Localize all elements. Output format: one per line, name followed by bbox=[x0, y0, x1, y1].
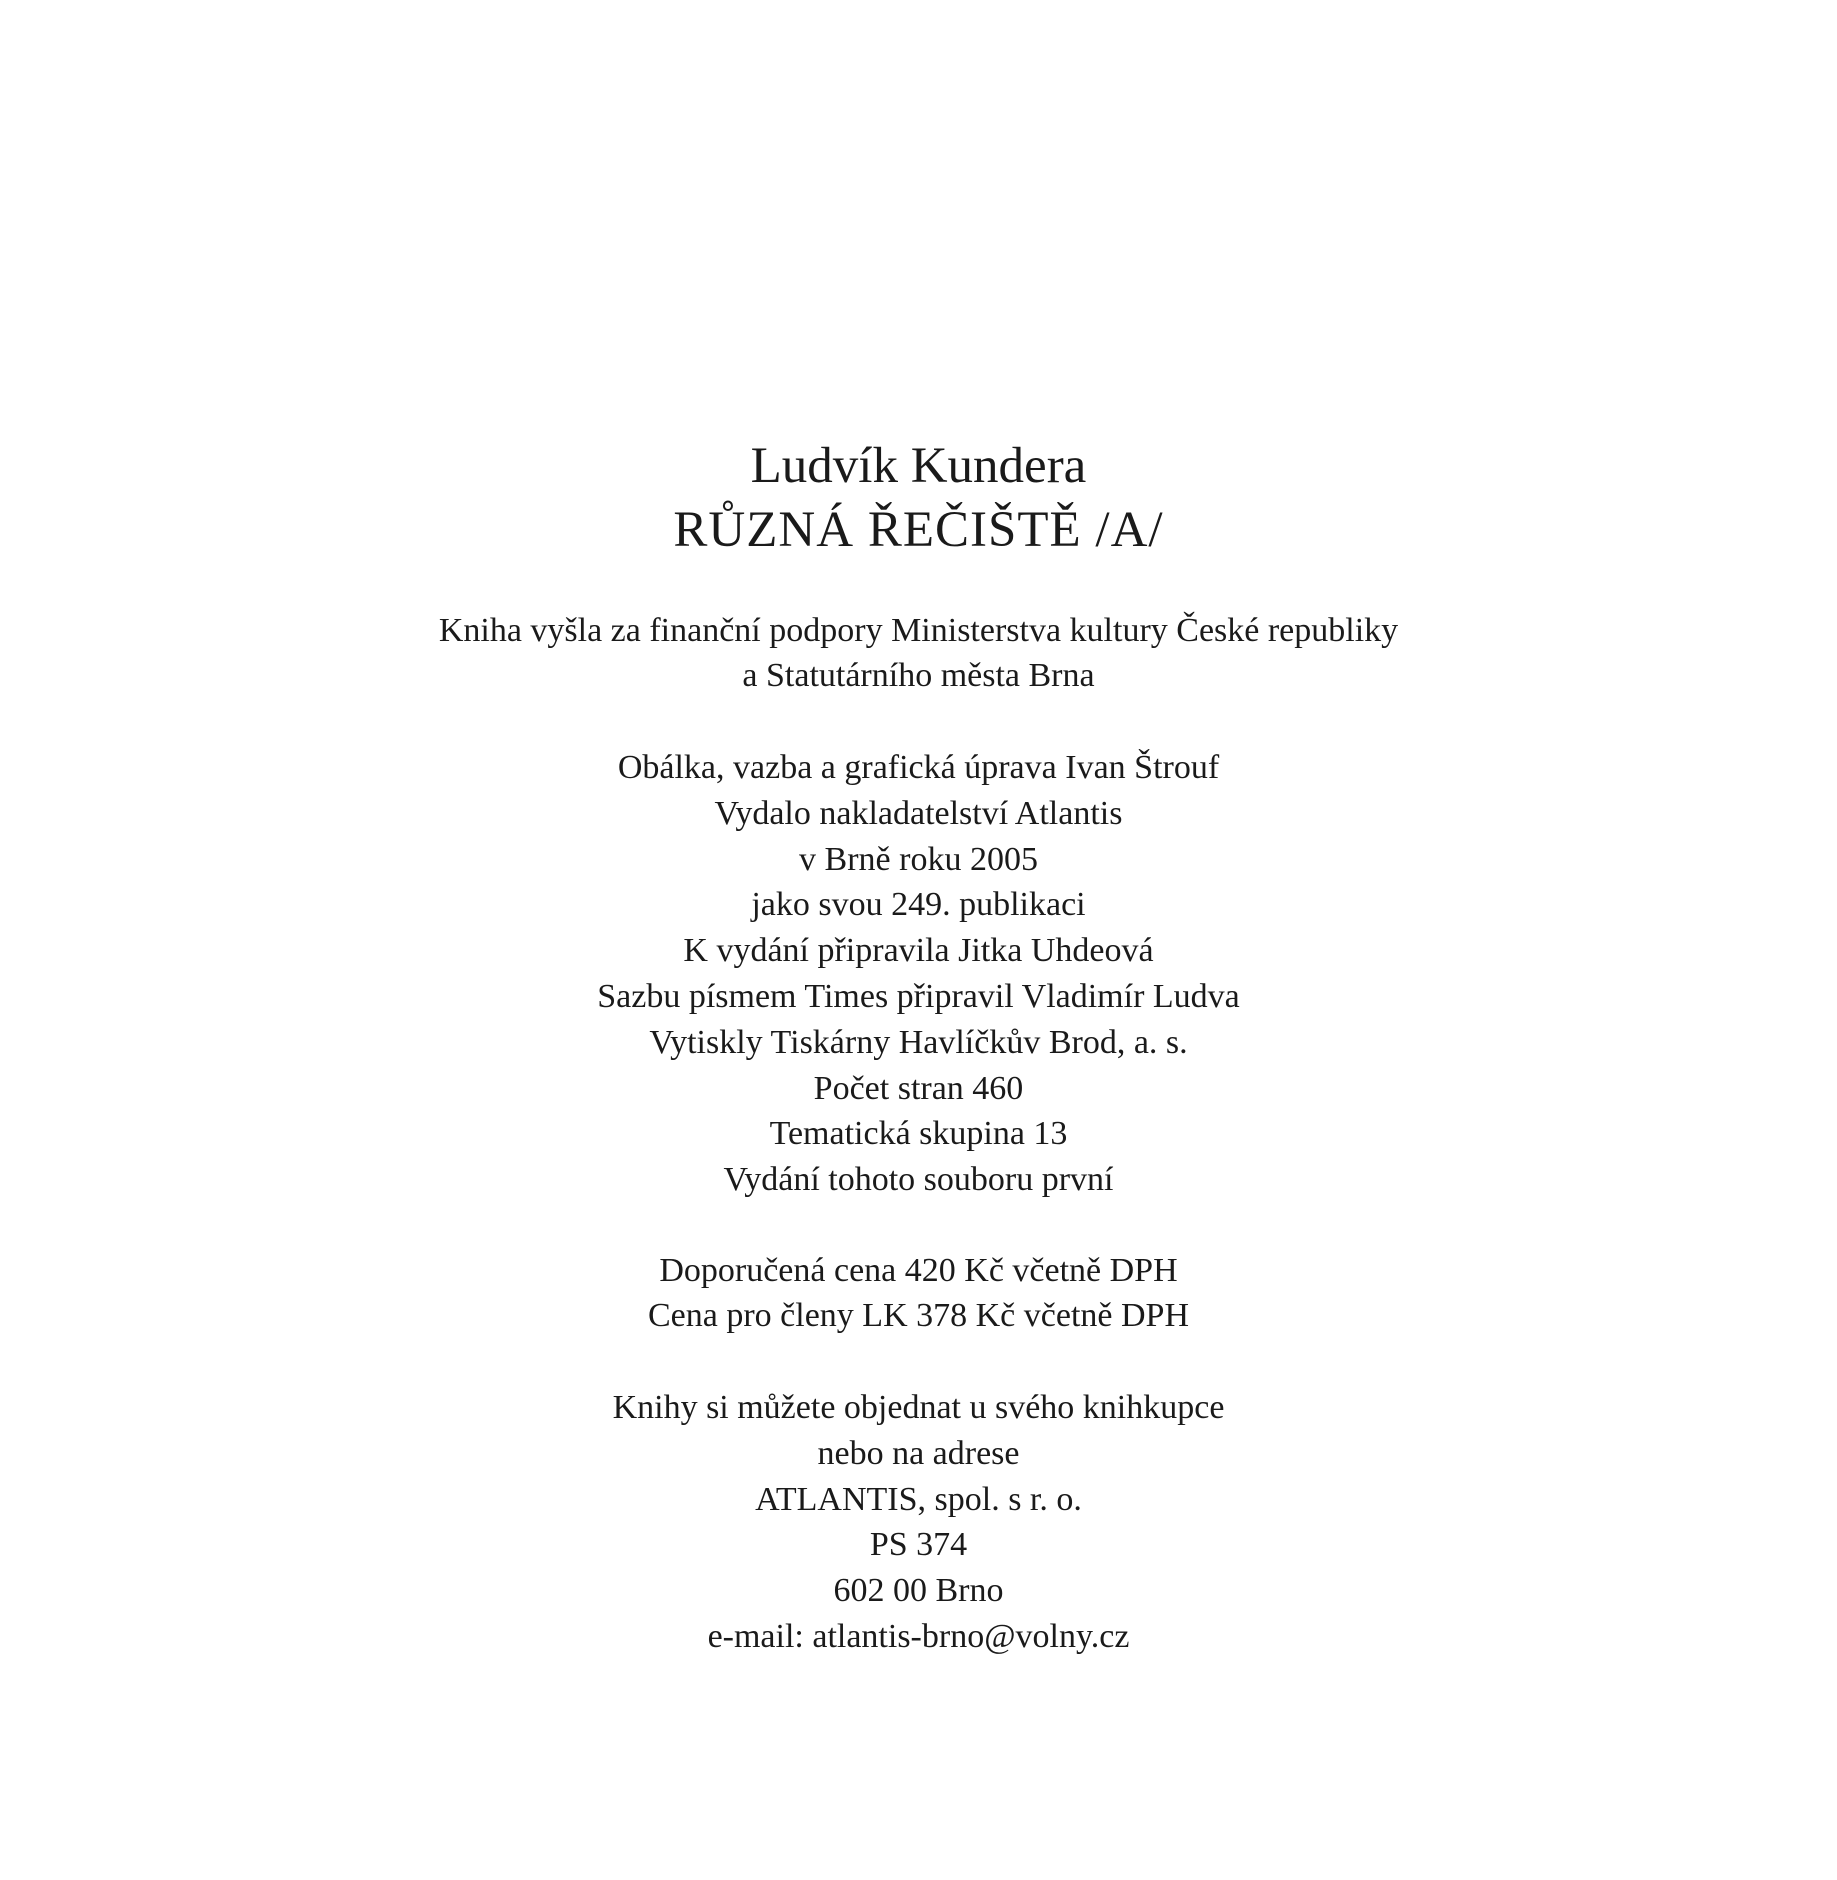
price-line: Doporučená cena 420 Kč včetně DPH bbox=[659, 1252, 1178, 1289]
order-line: ATLANTIS, spol. s r. o. bbox=[755, 1480, 1082, 1518]
order-line: PS 374 bbox=[869, 1526, 968, 1564]
price-line: Cena pro členy LK 378 Kč včetně DPH bbox=[647, 1297, 1189, 1334]
credit-line: jako svou 249. publikaci bbox=[751, 886, 1086, 924]
credit-line: Vydání tohoto souboru první bbox=[723, 1161, 1114, 1199]
author-line: Ludvík Kundera bbox=[750, 438, 1087, 494]
author-name bbox=[0, 435, 1837, 497]
credit-line: v Brně roku 2005 bbox=[799, 840, 1038, 878]
order-line: Knihy si můžete objednat u svého knihkupce bbox=[612, 1389, 1225, 1426]
credit-line: K vydání připravila Jitka Uhdeová bbox=[683, 932, 1154, 970]
price-info bbox=[0, 1248, 1837, 1338]
funding-line: a Statutárního města Brna bbox=[742, 657, 1095, 694]
funding-line: Kniha vyšla za finanční podpory Ministerstva kultury České republiky bbox=[438, 612, 1399, 649]
credit-line: Vytiskly Tiskárny Havlíčkův Brod, a. s. bbox=[649, 1023, 1188, 1061]
funding-note bbox=[0, 608, 1837, 698]
book-title bbox=[0, 499, 1837, 561]
order-line: nebo na adrese bbox=[817, 1434, 1020, 1472]
credit-line: Sazbu písmem Times připravil Vladimír Ludva bbox=[597, 977, 1240, 1015]
order-address bbox=[0, 1385, 1837, 1660]
title-line: RŮZNÁ ŘEČIŠTĚ /A/ bbox=[673, 502, 1164, 558]
email-line: e-mail: atlantis-brno@volny.cz bbox=[707, 1617, 1130, 1655]
credit-line: Obálka, vazba a grafická úprava Ivan Štrouf bbox=[617, 749, 1220, 786]
order-line: 602 00 Brno bbox=[833, 1572, 1004, 1610]
publication-credits bbox=[0, 745, 1837, 1203]
credit-line: Tematická skupina 13 bbox=[769, 1115, 1068, 1153]
credit-line: Vydalo nakladatelství Atlantis bbox=[714, 794, 1123, 832]
credit-line: Počet stran 460 bbox=[813, 1069, 1024, 1107]
